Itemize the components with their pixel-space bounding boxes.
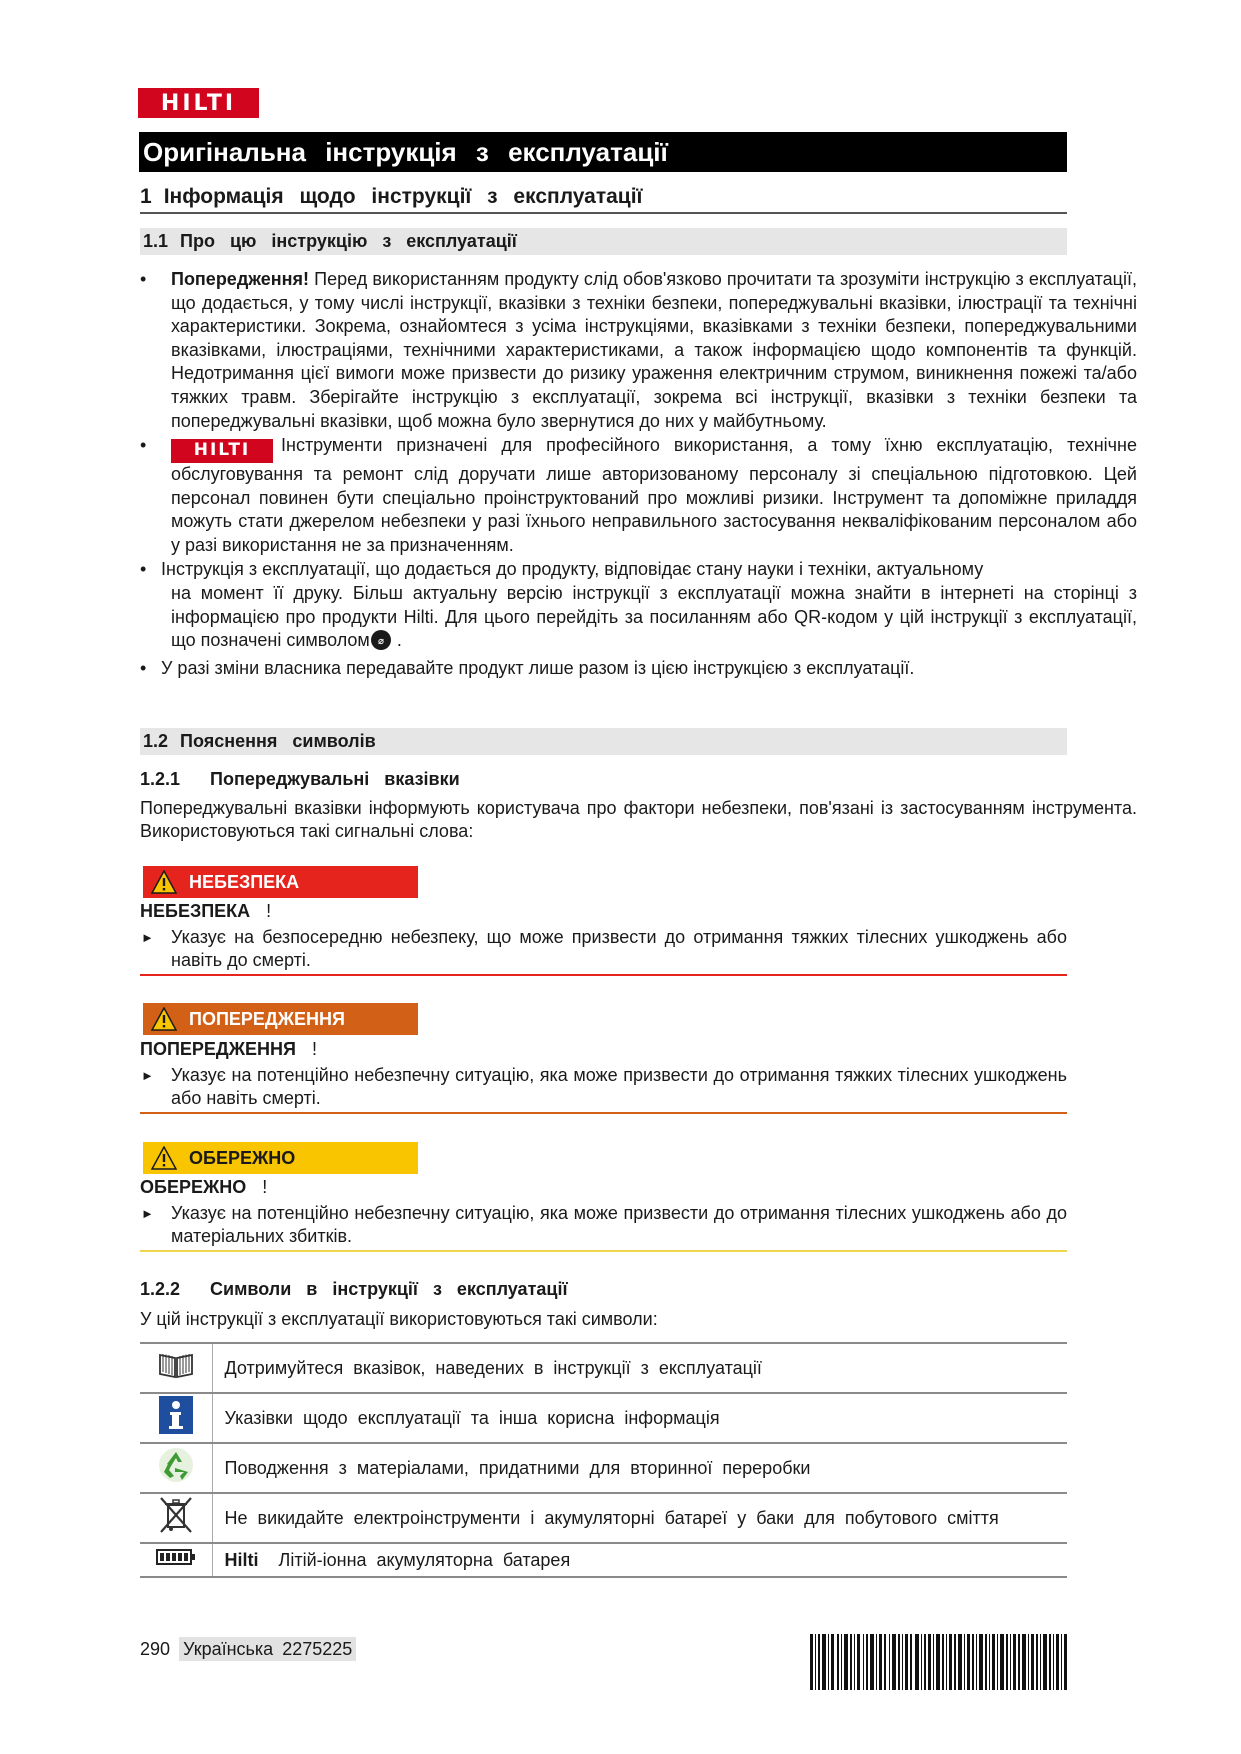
bullet-icon: •	[140, 559, 147, 580]
hilti-logo-inline: HILTI	[171, 439, 273, 463]
bullet-icon: •	[140, 435, 147, 456]
danger-signal-word	[140, 900, 271, 922]
signal-description-text: Указує на безпосередню небезпеку, що може призвести до отримання тяжких тілесних ушкоджень або навіть до смерті.	[171, 927, 1067, 970]
list-item-text: .	[391, 630, 402, 651]
danger-description	[140, 926, 1067, 972]
section-1-2-heading	[140, 728, 1067, 755]
warning-label: Попередження!	[171, 269, 310, 289]
warnings-intro: Попереджувальні вказівки інформують користувача про фактори небезпеки, пов'язані із застосуванням інструмента. Використовуються такі сигнальні слова:	[140, 798, 1137, 841]
book-icon	[157, 1350, 195, 1380]
section-number: 1.1	[143, 231, 169, 251]
signal-label-text: ОБЕРЕЖНО	[189, 1148, 296, 1168]
symbol-description: Указівки щодо експлуатації та інша корисна інформація	[212, 1393, 1067, 1443]
crossed-bin-icon	[158, 1495, 194, 1535]
list-item-text: Інструменти призначені для професійного використання, а тому їхню експлуатацію, технічне обслуговування та ремонт слід доручати лише авторизованому персоналу зі спеціальною підготовкою. Цей персонал повинен бути спеціально проінструктований про можливі ризики. Інструмент та допоміжне приладдя можуть стати джерелом небезпеки у разі їхнього неправильного застосування некваліфікованим персоналом або у разі використання не за призначенням.	[171, 435, 1137, 555]
page-footer	[140, 1637, 356, 1661]
danger-signal-label	[143, 866, 418, 898]
battery-text: Літій-іонна акумуляторна батарея	[278, 1549, 571, 1570]
symbol-cell	[140, 1443, 212, 1493]
section-number: 1.2	[143, 731, 169, 751]
signal-label-text: НЕБЕЗПЕКА	[189, 872, 300, 892]
signal-word-text: ОБЕРЕЖНО	[140, 1177, 247, 1197]
recycle-icon	[157, 1446, 195, 1484]
symbol-description: Не викидайте електроінструменти і акумуляторні батареї у баки для побутового сміття	[212, 1493, 1067, 1543]
signal-label-text: ПОПЕРЕДЖЕННЯ	[189, 1009, 345, 1029]
section-title: Пояснення символів	[180, 731, 376, 751]
symbol-cell	[140, 1393, 212, 1443]
symbol-description: Поводження з матеріалами, придатними для вторинної переробки	[212, 1443, 1067, 1493]
brand-name: Hilti	[224, 1549, 259, 1570]
caution-description	[140, 1202, 1067, 1248]
list-item	[140, 558, 1137, 652]
danger-divider	[140, 974, 1067, 976]
svg-text:⌀: ⌀	[377, 636, 384, 648]
arrow-bullet-icon: ►	[141, 1206, 154, 1221]
section-number: 1	[140, 185, 152, 208]
info-icon	[158, 1395, 194, 1435]
table-row	[140, 1543, 1067, 1577]
signal-word-text: НЕБЕЗПЕКА	[140, 901, 251, 921]
exclamation-mark: !	[262, 1177, 268, 1197]
arrow-bullet-icon: ►	[141, 1068, 154, 1083]
warning-triangle-icon	[151, 870, 177, 894]
section-title: Попереджувальні вказівки	[210, 769, 460, 789]
battery-icon	[156, 1548, 196, 1566]
about-bullet-list	[140, 268, 1137, 680]
symbol-description: Дотримуйтеся вказівок, наведених в інструкції з експлуатації	[212, 1343, 1067, 1393]
arrow-bullet-icon: ►	[141, 930, 154, 945]
signal-word-text: ПОПЕРЕДЖЕННЯ	[140, 1039, 296, 1059]
table-row	[140, 1343, 1067, 1393]
list-item-text: У разі зміни власника передавайте продукт лише разом із цією інструкцією з експлуатації.	[161, 657, 915, 678]
language-label: Українська	[183, 1639, 274, 1659]
warning-triangle-icon	[151, 1007, 177, 1031]
signal-description-text: Указує на потенційно небезпечну ситуацію, яка може призвести до отримання тілесних ушкоджень або до матеріальних збитків.	[171, 1203, 1067, 1246]
page-number: 290	[140, 1639, 171, 1659]
caution-divider	[140, 1250, 1067, 1252]
symbol-description	[212, 1543, 1067, 1577]
bullet-icon: •	[140, 657, 147, 678]
symbols-table	[140, 1342, 1067, 1578]
symbols-intro: У цій інструкції з експлуатації використовуються такі символи:	[140, 1309, 658, 1329]
section-1-heading	[140, 184, 1067, 214]
warning-divider	[140, 1112, 1067, 1114]
warning-triangle-icon	[151, 1146, 177, 1170]
warning-signal-label	[143, 1003, 418, 1035]
table-row	[140, 1443, 1067, 1493]
symbol-cell	[140, 1343, 212, 1393]
section-1-1-heading	[140, 228, 1067, 255]
list-item	[140, 268, 1137, 433]
symbol-cell	[140, 1543, 212, 1577]
section-1-2-2-heading	[140, 1278, 568, 1300]
list-item	[140, 657, 1137, 681]
page-title: Оригінальна інструкція з експлуатації	[139, 132, 1067, 172]
caution-signal-label	[143, 1142, 418, 1174]
signal-description-text: Указує на потенційно небезпечну ситуацію, яка може призвести до отримання тяжких тілесних ушкоджень або навіть смерті.	[171, 1065, 1067, 1108]
bullet-icon: •	[140, 269, 147, 289]
list-item-text: Перед використанням продукту слід обов'язково прочитати та зрозуміти інструкцію з експлуатації, що додається, у тому числі інструкції, вказівки з техніки безпеки, попереджувальні вказівки, ілюстрації та технічні характеристики. Зокрема, ознайомтеся з усіма інструкціями, вказівками з техніки безпеки, попереджувальними вказівками, ілюстраціями, технічними характеристиками, а також інформацією щодо компонентів та функцій. Недотримання цієї вимоги може призвести до ризику ураження електричним струмом, виникнення пожежі та/або тяжких травм. Зберігайте інструкцію з експлуатації, зокрема всі інструкції, вказівки з техніки безпеки та попереджувальні вказівки, щоб можна було звернутися до них у майбутньому.	[171, 269, 1137, 431]
list-item-continuation	[161, 582, 1137, 653]
section-number: 1.2.1	[140, 769, 181, 789]
section-title: Інформація щодо інструкції з експлуатації	[163, 185, 643, 208]
barcode	[810, 1634, 1067, 1690]
list-item-text: Інструкція з експлуатації, що додається до продукту, відповідає стану науки і техніки, актуальному	[161, 559, 984, 580]
warning-signal-word	[140, 1038, 317, 1060]
list-item	[140, 434, 1137, 557]
hilti-logo: HILTI	[138, 88, 259, 118]
section-title: Символи в інструкції з експлуатації	[210, 1279, 568, 1299]
section-title: Про цю інструкцію з експлуатації	[180, 231, 517, 251]
section-number: 1.2.2	[140, 1279, 181, 1299]
online-doc-icon	[370, 629, 392, 651]
exclamation-mark: !	[311, 1039, 317, 1059]
table-row	[140, 1493, 1067, 1543]
section-1-2-1-heading	[140, 768, 460, 790]
table-row	[140, 1393, 1067, 1443]
footer-language	[179, 1637, 356, 1661]
document-number: 2275225	[282, 1639, 353, 1659]
symbol-cell	[140, 1493, 212, 1543]
exclamation-mark: !	[266, 901, 272, 921]
list-item-text: на момент її друку. Більш актуальну версію інструкції з експлуатації можна знайти в інтернеті на сторінці з інформацією про продукти Hilti. Для цього перейдіть за посиланням або QR-кодом у цій інструкції з експлуатації, що позначені символом	[171, 582, 1137, 651]
warning-description	[140, 1064, 1067, 1110]
caution-signal-word	[140, 1176, 267, 1198]
